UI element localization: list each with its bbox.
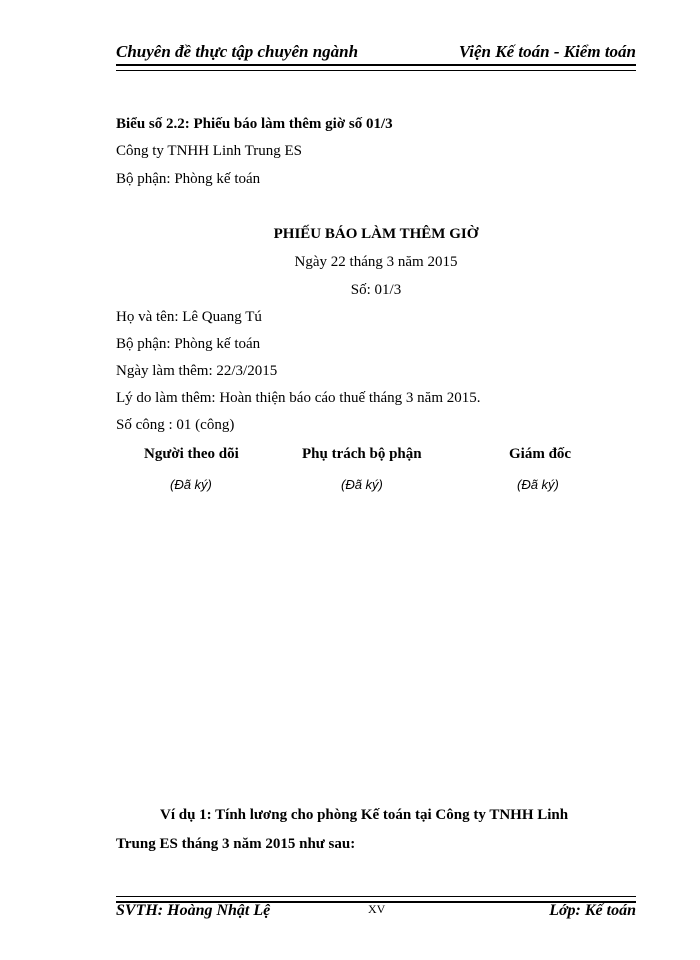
signature-status-monitor: (Đã ký)	[170, 477, 212, 492]
footer-class: Lớp: Kế toán	[549, 902, 636, 919]
company-name: Công ty TNHH Linh Trung ES	[116, 143, 303, 159]
signature-role-dept-head: Phụ trách bộ phận	[302, 446, 422, 462]
field-overtime-date: Ngày làm thêm: 22/3/2015	[116, 363, 278, 379]
footer-student: SVTH: Hoàng Nhật Lệ	[116, 902, 271, 919]
header-left-text: Chuyên đề thực tập chuyên ngành	[116, 42, 359, 61]
example-paragraph	[116, 801, 636, 859]
signature-role-director: Giám đốc	[509, 446, 572, 462]
form-title: PHIẾU BÁO LÀM THÊM GIỜ	[273, 226, 479, 242]
page-footer	[116, 900, 636, 924]
field-work-units: Số công : 01 (công)	[116, 417, 235, 433]
page-number: XV	[368, 902, 386, 916]
example-line-1: Ví dụ 1: Tính lương cho phòng Kế toán tại Công ty TNHH Linh	[160, 807, 569, 823]
header-rule	[116, 64, 636, 71]
example-line-2: Trung ES tháng 3 năm 2015 như sau:	[116, 836, 356, 852]
field-reason: Lý do làm thêm: Hoàn thiện báo cáo thuế tháng 3 năm 2015.	[116, 390, 481, 406]
form-date: Ngày 22 tháng 3 năm 2015	[294, 254, 458, 270]
form-caption: Biểu số 2.2: Phiếu báo làm thêm giờ số 01/3	[116, 116, 393, 132]
page-header	[116, 38, 636, 66]
signature-status-dept-head: (Đã ký)	[341, 477, 383, 492]
field-department: Bộ phận: Phòng kế toán	[116, 336, 261, 352]
department-line: Bộ phận: Phòng kế toán	[116, 171, 261, 187]
field-name: Họ và tên: Lê Quang Tú	[116, 309, 262, 325]
signature-status-director: (Đã ký)	[517, 477, 559, 492]
header-right-text: Viện Kế toán - Kiểm toán	[458, 42, 636, 61]
signature-role-monitor: Người theo dõi	[144, 446, 239, 462]
form-number: Số: 01/3	[350, 282, 402, 298]
